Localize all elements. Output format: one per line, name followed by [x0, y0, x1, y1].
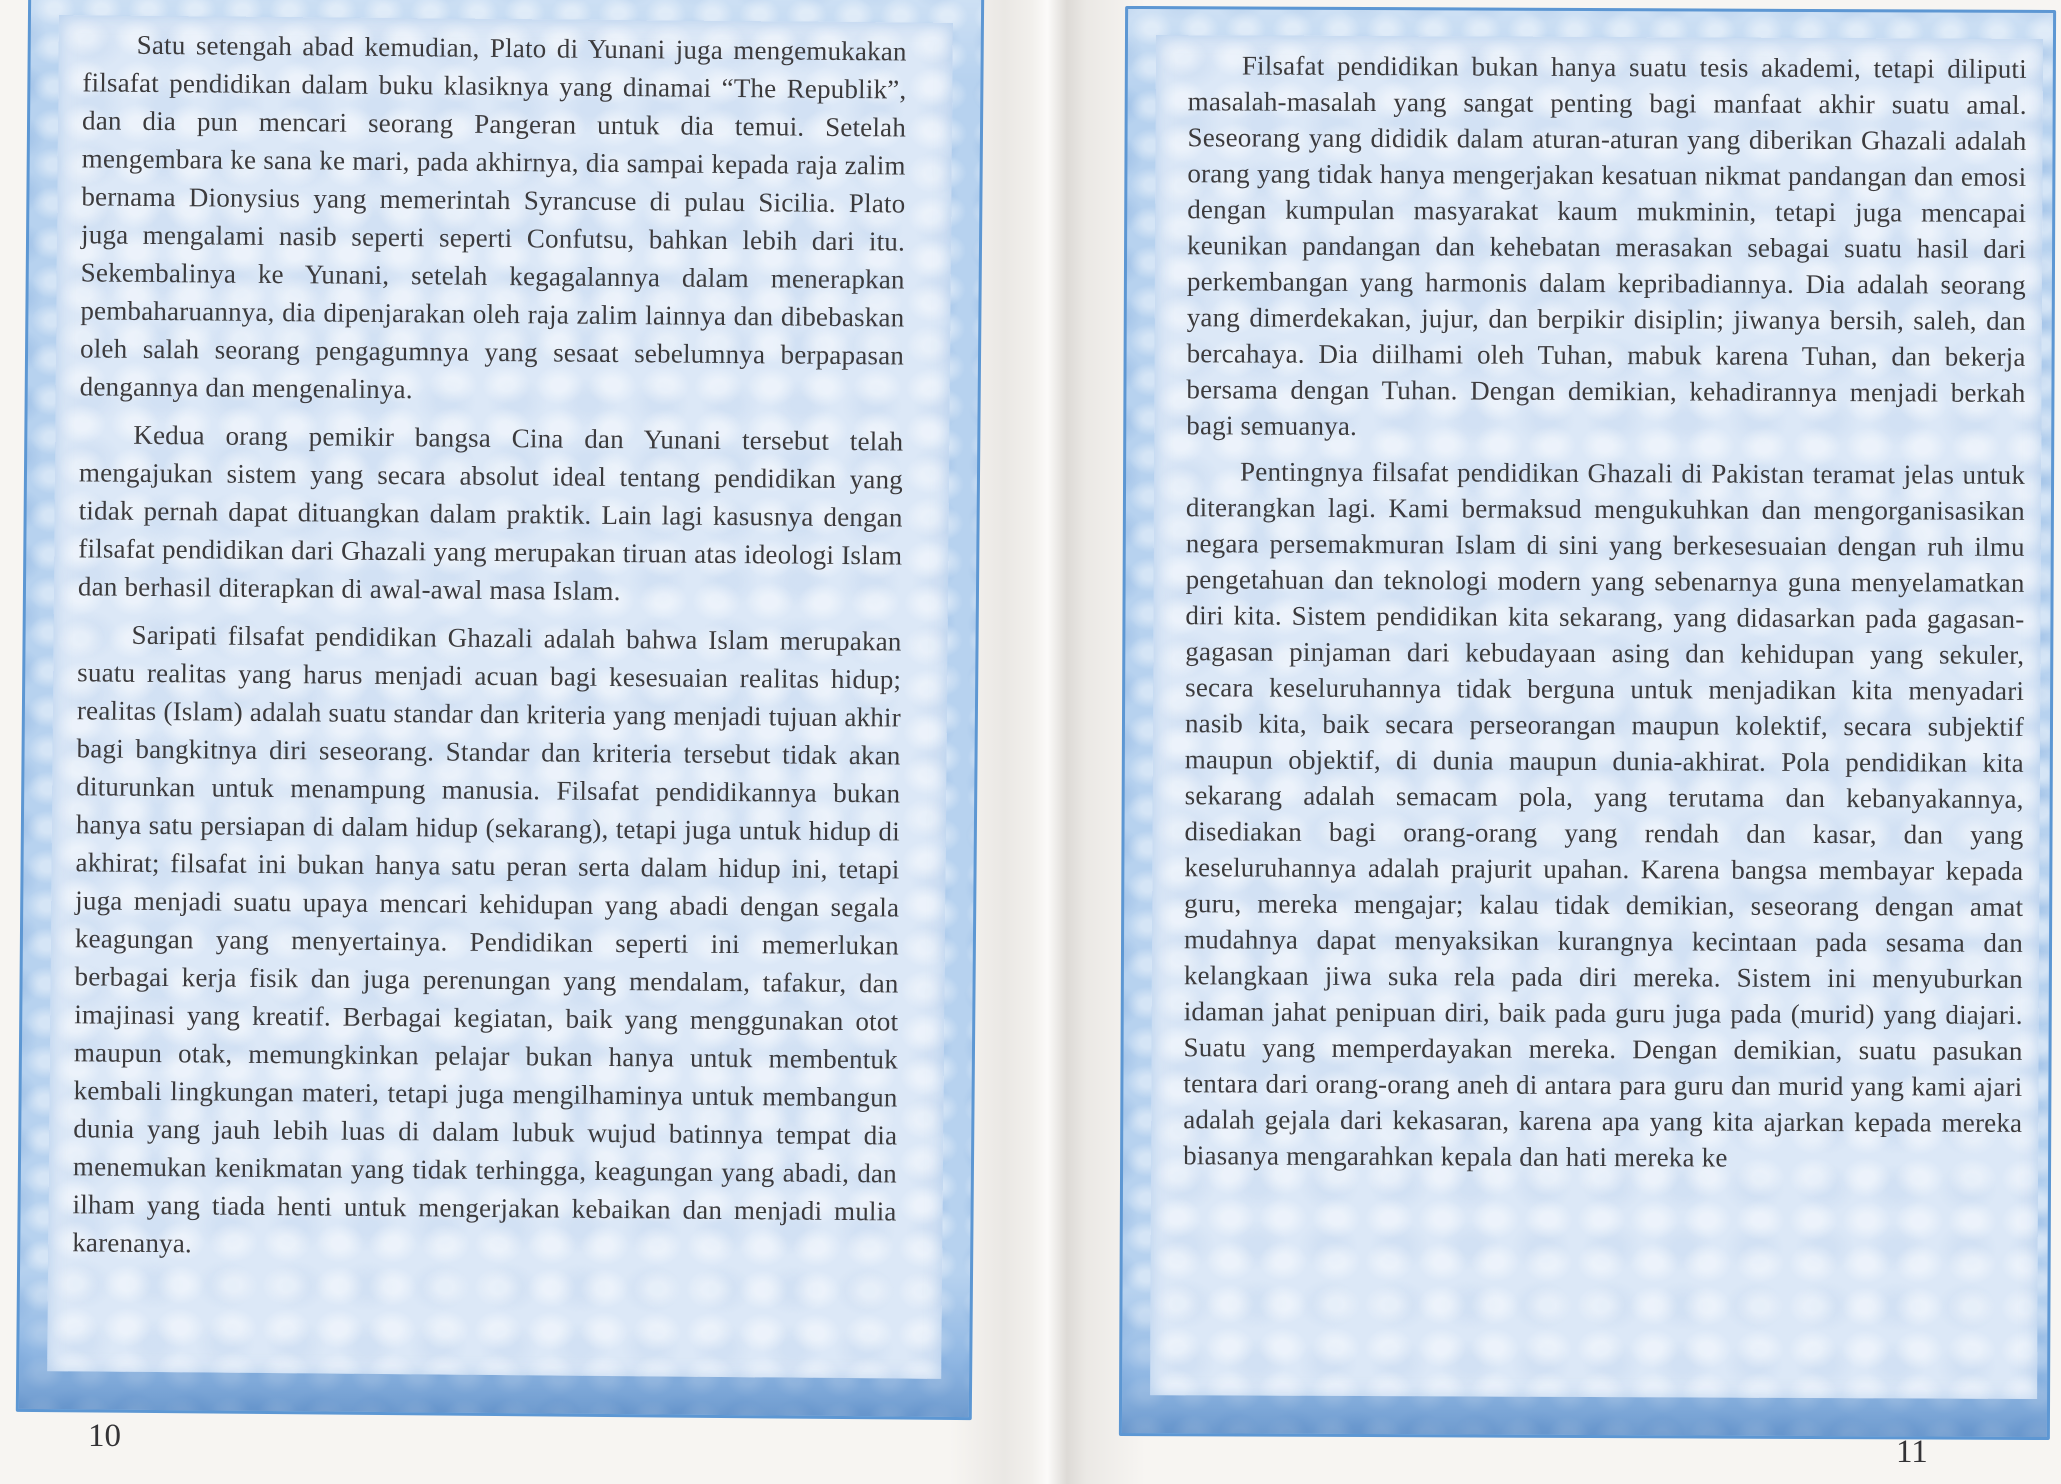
page-right-content-panel — [1150, 35, 2043, 1399]
paragraph: Pentingnya filsafat pendidikan Ghazali di Pakistan teramat jelas untuk diterangkan lagi. Kami bermaksud mengukuhkan dan mengorganisasikan negara persemakmuran Islam di sini yang berkesesuaian dengan ruh ilmu pengetahuan dan teknologi modern yang sebenarnya guna menyelamatkan diri kita. Sistem pendidikan kita sekarang, yang didasarkan pada gagasan-gagasan pinjaman dari kebudayaan asing dan kehidupan yang sekuler, secara keseluruhannya tidak berguna untuk menjadikan kita menyadari nasib kita, baik secara perseorangan maupun kolektif, secara subjektif maupun objektif, di dunia maupun dunia-akhirat. Pola pendidikan kita sekarang adalah semacam pola, yang terutama dan kebanyakannya, disediakan bagi orang-orang yang rendah dan kasar, dan yang keseluruhannya adalah prajurit upahan. Karena bangsa membayar kepada guru, mereka mengajar; kalau tidak demikian, seseorang dengan amat mudahnya dapat menyaksikan kurangnya kecintaan pada sesama dan kelangkaan jiwa suka rela pada diri mereka. Sistem ini menyuburkan idaman jahat penipuan diri, baik pada guru juga pada (murid) yang diajari. Suatu yang memperdayakan mereka. Dengan demikian, suatu pasukan tentara dari orang-orang aneh di antara para guru dan murid yang kami ajari adalah gejala dari kekasaran, karena apa yang kita ajarkan kepada mereka biasanya mengarahkan kepala dan hati mereka ke — [1183, 456, 2026, 1173]
page-number-left: 10 — [88, 1418, 121, 1454]
page-right-text — [1150, 35, 2043, 1399]
page-left-frame — [16, 0, 984, 1420]
page-left-text — [47, 15, 953, 1379]
paragraph: Filsafat pendidikan bukan hanya suatu tesis akademi, tetapi diliputi masalah-masalah yang sangat penting bagi manfaat akhir suatu amal. Seseorang yang dididik dalam aturan-aturan yang diberikan Ghazali adalah orang yang tidak hanya mengerjakan kesatuan nikmat pandangan dan emosi dengan kumpulan masyarakat kaum mukminin, tetapi juga mencapai keunikan pandangan dan kehebatan merasakan sebagai suatu hasil dari perkembangan yang harmonis dalam kepribadiannya. Dia adalah seorang yang dimerdekakan, jujur, dan berpikir disiplin; jiwanya bersih, saleh, dan bercahaya. Dia diilhami oleh Tuhan, mabuk karena Tuhan, dan bekerja bersama dengan Tuhan. Dengan demikian, kehadirannya menjadi berkah bagi semuanya. — [1186, 50, 2027, 441]
page-right-frame — [1119, 6, 2056, 1440]
paragraph: Saripati filsafat pendidikan Ghazali adalah bahwa Islam merupakan suatu realitas yang harus menjadi acuan bagi kesesuaian realitas hidup; realitas (Islam) adalah suatu standar dan kriteria yang menjadi tujuan akhir bagi bangkitnya diri seseorang. Standar dan kriteria tersebut tidak akan diturunkan untuk menampung manusia. Filsafat pendidikannya bukan hanya satu persiapan di dalam hidup (sekarang), tetapi juga untuk hidup di akhirat; filsafat ini bukan hanya satu peran serta dalam hidup ini, tetapi juga menjadi suatu upaya mencari kehidupan yang abadi dengan segala keagungan yang menyertainya. Pendidikan seperti ini memerlukan berbagai kerja fisik dan juga perenungan yang mendalam, tafakur, dan imajinasi yang kreatif. Berbagai kegiatan, baik yang menggunakan otot maupun otak, memungkinkan pelajar bukan hanya untuk membentuk kembali lingkungan materi, tetapi juga mengilhaminya untuk membangun dunia yang jauh lebih luas di dalam lubuk wujud batinnya tempat dia menemukan kenikmatan yang tidak terhingga, keagungan yang abadi, dan ilham yang tiada henti untuk mengerjakan kebaikan dan menjadi mulia karenanya. — [72, 619, 902, 1259]
page-number-right: 11 — [1896, 1434, 1928, 1470]
paragraph: Kedua orang pemikir bangsa Cina dan Yunani tersebut telah mengajukan sistem yang secara absolut ideal tentang pendidikan yang tidak pernah dapat dituangkan dalam praktik. Lain lagi kasusnya dengan filsafat pendidikan dari Ghazali yang merupakan tiruan atas ideologi Islam dan berhasil diterapkan di awal-awal masa Islam. — [77, 419, 904, 607]
page-left-content-panel — [47, 15, 953, 1379]
paragraph: Satu setengah abad kemudian, Plato di Yunani juga mengemukakan filsafat pendidikan dalam buku klasiknya yang dinamai “The Republik”, dan dia pun mencari seorang Pangeran untuk dia temui. Setelah mengembara ke sana ke mari, pada akhirnya, dia sampai kepada raja zalim bernama Dionysius yang memerintah Syrancuse di pulau Sicilia. Plato juga mengalami nasib seperti seperti Confutsu, bahkan lebih dari itu. Sekembalinya ke Yunani, setelah kegagalannya dalam menerapkan pembaharuannya, dia dipenjarakan oleh raja zalim lainnya dan dibebaskan oleh salah seorang pengagumnya yang sesaat sebelumnya berpapasan dengannya dan mengenalinya. — [79, 29, 907, 405]
